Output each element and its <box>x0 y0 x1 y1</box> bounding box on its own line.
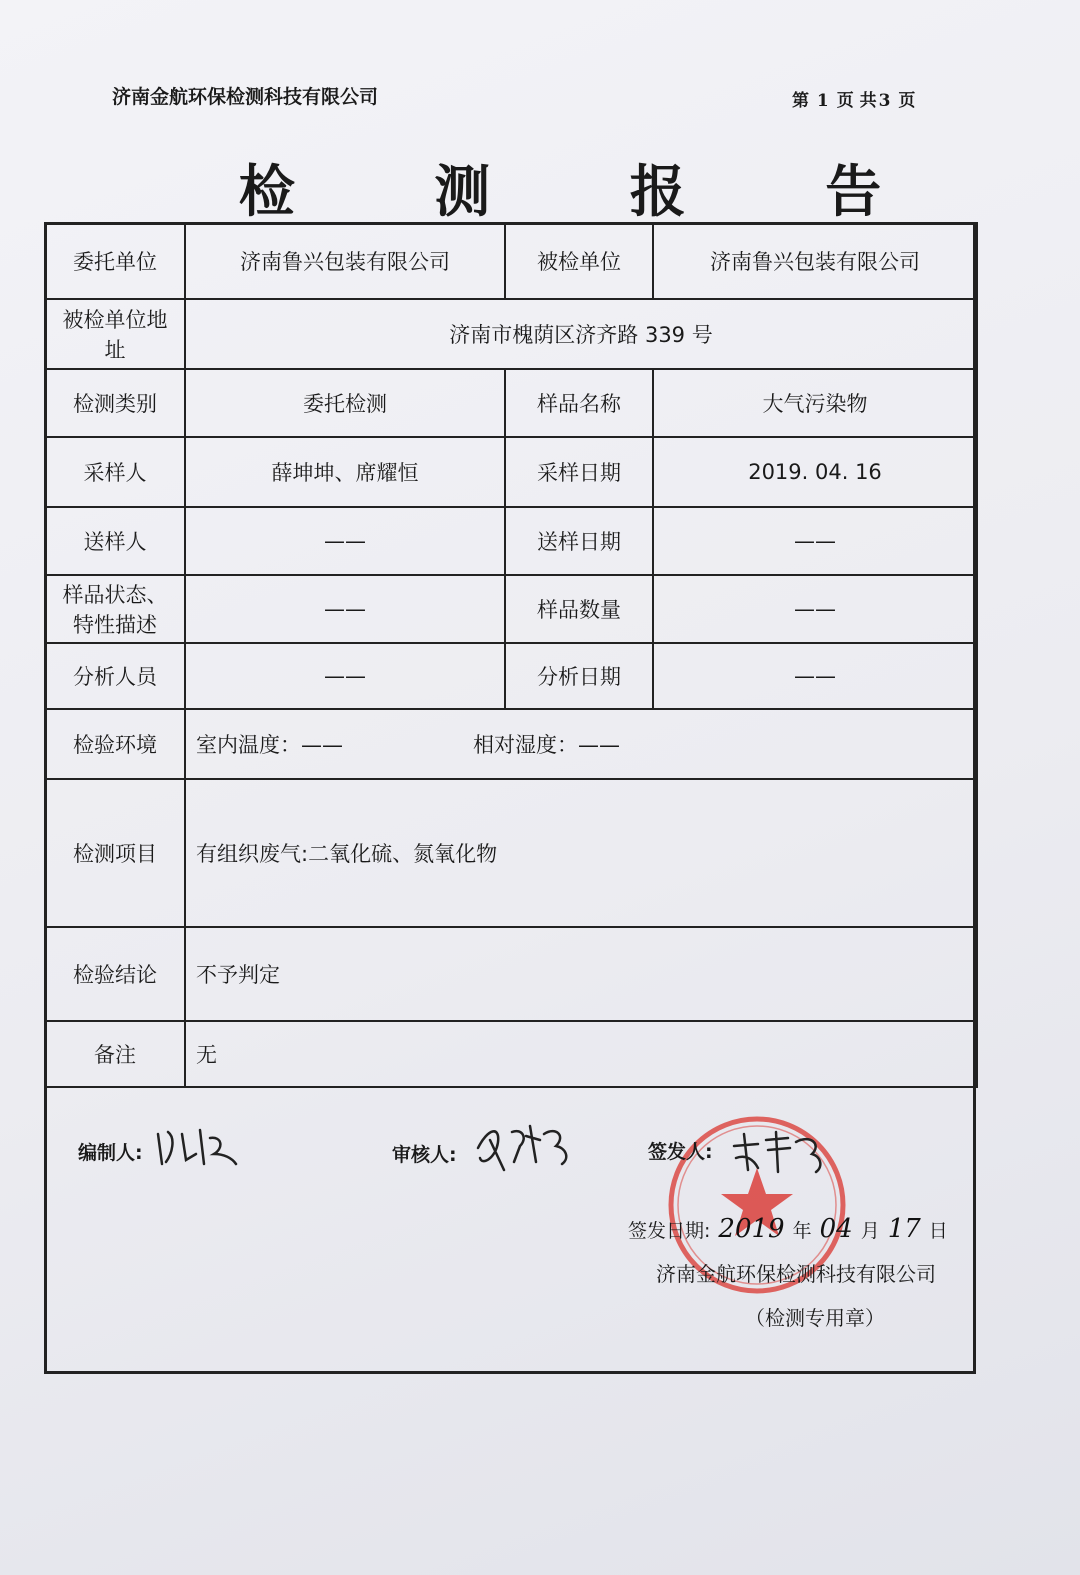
table-row <box>45 709 977 779</box>
sample-date-label: 采样日期 <box>505 437 653 507</box>
analysis-date-label: 分析日期 <box>505 643 653 709</box>
seal-note: （检测专用章） <box>745 1306 885 1330</box>
table-row <box>45 779 977 927</box>
sender-label: 送样人 <box>45 507 185 575</box>
sampler-label: 采样人 <box>45 437 185 507</box>
issuer-company: 济南金航环保检测科技有限公司 <box>656 1262 936 1286</box>
issue-date: 签发日期: 2019 年 04 月 17 日 <box>628 1214 948 1244</box>
table-row <box>45 1021 977 1087</box>
reviewer-signature <box>470 1118 580 1174</box>
sample-name-value: 大气污染物 <box>653 369 977 437</box>
quantity-value: —— <box>653 575 977 643</box>
client-value: 济南鲁兴包装有限公司 <box>185 223 505 299</box>
sample-date-value: 2019. 04. 16 <box>653 437 977 507</box>
env-humid: 相对湿度：—— <box>473 733 620 757</box>
report-table <box>44 222 978 1088</box>
inspected-label: 被检单位 <box>505 223 653 299</box>
editor-signature <box>152 1124 242 1170</box>
table-row <box>45 437 977 507</box>
table-row <box>45 643 977 709</box>
analysis-date-value: —— <box>653 643 977 709</box>
table-row <box>45 369 977 437</box>
address-value: 济南市槐荫区济齐路 339 号 <box>185 299 977 369</box>
category-label: 检测类别 <box>45 369 185 437</box>
report-title: 检 测 报 告 <box>238 160 942 225</box>
sample-name-label: 样品名称 <box>505 369 653 437</box>
env-temp: 室内温度：—— <box>196 733 343 757</box>
analyst-value: —— <box>185 643 505 709</box>
table-row <box>45 927 977 1021</box>
issuer-label: 签发人: <box>648 1141 713 1163</box>
editor-label: 编制人: <box>78 1142 143 1164</box>
state-value: —— <box>185 575 505 643</box>
table-row <box>45 575 977 643</box>
issuer-signature <box>728 1128 828 1176</box>
env-value <box>185 709 977 779</box>
env-label: 检验环境 <box>45 709 185 779</box>
sender-value: —— <box>185 507 505 575</box>
send-date-value: —— <box>653 507 977 575</box>
quantity-label: 样品数量 <box>505 575 653 643</box>
items-value: 有组织废气:二氧化硫、氮氧化物 <box>185 779 977 927</box>
conclusion-label: 检验结论 <box>45 927 185 1021</box>
inspected-value: 济南鲁兴包装有限公司 <box>653 223 977 299</box>
category-value: 委托检测 <box>185 369 505 437</box>
table-row <box>45 507 977 575</box>
page-indicator: 第 1 页 共 3 页 <box>792 91 916 111</box>
client-label: 委托单位 <box>45 223 185 299</box>
analyst-label: 分析人员 <box>45 643 185 709</box>
remark-label: 备注 <box>45 1021 185 1087</box>
items-label: 检测项目 <box>45 779 185 927</box>
remark-value: 无 <box>185 1021 977 1087</box>
header-company: 济南金航环保检测科技有限公司 <box>112 86 379 108</box>
reviewer-label: 审核人: <box>392 1144 457 1166</box>
state-label: 样品状态、 特性描述 <box>45 575 185 643</box>
address-label: 被检单位地 址 <box>45 299 185 369</box>
conclusion-value: 不予判定 <box>185 927 977 1021</box>
table-row <box>45 299 977 369</box>
sampler-value: 薛坤坤、席耀恒 <box>185 437 505 507</box>
table-row <box>45 223 977 299</box>
send-date-label: 送样日期 <box>505 507 653 575</box>
